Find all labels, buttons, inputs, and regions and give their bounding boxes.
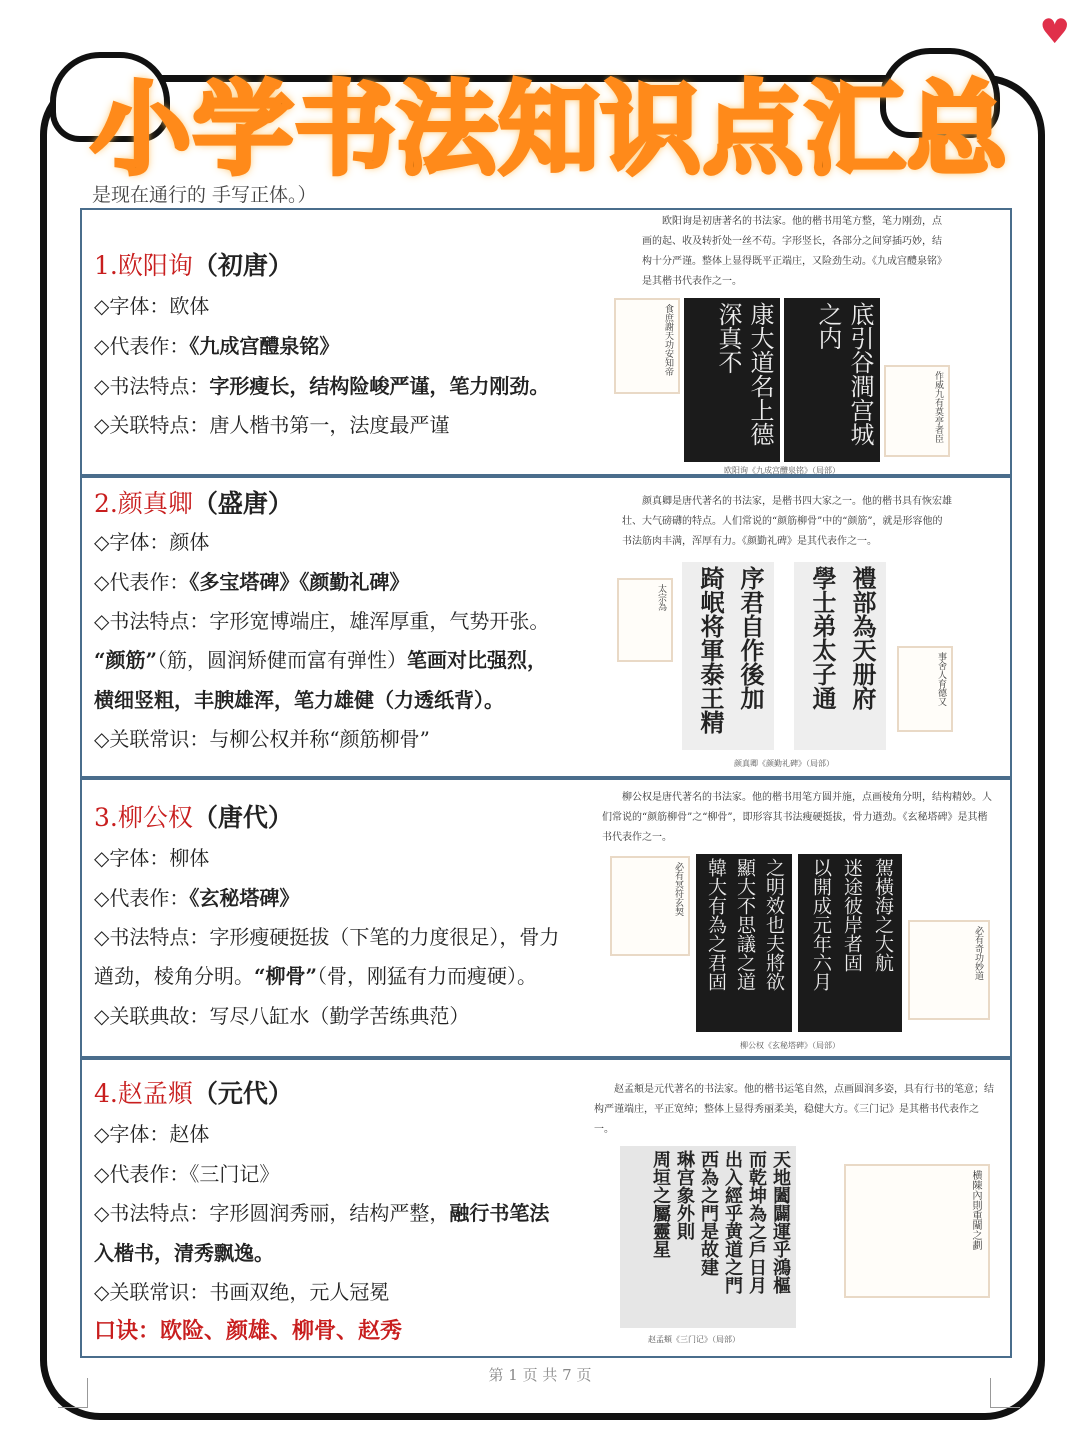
calligraphy-column: 天地闔闢運乎鴻樞 — [770, 1150, 791, 1294]
image-caption: 颜真卿《颜勤礼碑》（局部） — [734, 759, 834, 768]
features-line-2: 遒劲，棱角分明。“柳骨”（骨，刚猛有力而瘦硬）。 — [94, 964, 538, 988]
transcription-box: 必有冥符玄契 — [610, 856, 690, 956]
section-zhaomengfu — [80, 1058, 1012, 1358]
calligraphy-column: 迷途彼岸者固 — [841, 858, 863, 972]
section-heading: 1.欧阳询（初唐） — [94, 251, 293, 280]
section-heading: 2.颜真卿（盛唐） — [94, 489, 293, 518]
features-line-2: 入楷书，清秀飘逸。 — [94, 1241, 274, 1265]
calligraphy-image — [798, 854, 902, 1032]
transcription-box: 食庶謝天功安知帝 — [614, 298, 680, 394]
image-caption: 欧阳询《九成宫醴泉铭》（局部） — [724, 466, 840, 475]
features-line: ◇书法特点：字形瘦硬挺拔（下笔的力度很足），骨力 — [94, 925, 560, 949]
features-line-2: “颜筋”（筋，圆润矫健而富有弹性）笔画对比强烈， — [94, 648, 548, 672]
section-ouyangxun — [80, 208, 1012, 476]
calligraphy-column: 以開成元年六月 — [810, 858, 832, 991]
calligraphy-image: 底引谷澗宫城之内 — [784, 298, 880, 462]
transcription-box: 作威九有莫亭者臣 — [884, 365, 950, 457]
section-heading: 3.柳公权（唐代） — [94, 803, 293, 832]
page-number: 第 1 页 共 7 页 — [488, 1366, 592, 1384]
section-yanzhenqing — [80, 476, 1012, 778]
calligraphy-column: 踦岷将軍泰王精 — [696, 566, 725, 734]
description: 欧阳询是初唐著名的书法家。他的楷书用笔方整，笔力刚劲，点画的起、收及转折处一丝不苟。字形竖长，各部分之间穿插巧妙，结构十分严谨。整体上显得既平正端庄，又险劲生动。《九成宫醴泉铭》是其楷书代表作之一。 — [642, 216, 942, 287]
calligraphy-column: 學士弟太子通 — [808, 566, 837, 710]
calligraphy-column: 西為之門是故建 — [698, 1150, 719, 1276]
related-line: ◇关联常识：书画双绝，元人冠冕 — [94, 1280, 390, 1304]
transcription-box: 必有奇功妙道 — [908, 920, 990, 1020]
calligraphy-column: 韓大有為之君固 — [705, 858, 727, 991]
calligraphy-column: 琳宫象外則 — [674, 1150, 695, 1240]
masterpiece-line: ◇代表作：《多宝塔碑》《颜勤礼碑》 — [94, 570, 410, 594]
font-style-line: ◇字体：颜体 — [94, 530, 210, 554]
calligraphy-column: 禮部為天册府 — [848, 566, 877, 710]
transcription-box: 横陳內則重闉之劃 — [844, 1164, 990, 1298]
font-style-line: ◇字体：赵体 — [94, 1122, 210, 1146]
calligraphy-column: 之明效也夫將欲 — [763, 858, 785, 991]
image-caption: 赵孟頫《三门记》（局部） — [648, 1335, 740, 1344]
calligraphy-column: 出入經乎黄道之門 — [722, 1150, 743, 1294]
calligraphy-image — [696, 854, 792, 1032]
description: 赵孟頫是元代著名的书法家。他的楷书运笔自然，点画圆润多姿，具有行书的笔意；结构严谨端庄，平正宽绰；整体上显得秀丽柔美，稳健大方。《三门记》是其楷书代表作之一。 — [594, 1084, 994, 1135]
features-line: ◇书法特点：字形圆润秀丽，结构严整，融行书笔法 — [94, 1201, 550, 1225]
calligraphy-column: 序君自作後加 — [736, 566, 765, 710]
transcription-box: 事舍人育德又 — [897, 646, 953, 732]
calligraphy-column: 顯大不思議之道 — [734, 858, 756, 991]
features-line-3: 横细竖粗，丰腴雄浑，笔力雄健（力透纸背）。 — [94, 688, 504, 712]
font-style-line: ◇字体：柳体 — [94, 846, 210, 870]
description: 柳公权是唐代著名的书法家。他的楷书用笔方圆并施，点画棱角分明，结构精妙。人们常说的“颜筋柳骨”之“柳骨”，即形容其书法瘦硬挺拔，骨力遒劲。《玄秘塔碑》是其楷书代表作之一。 — [602, 792, 992, 843]
masterpiece-line: ◇代表作：《玄秘塔碑》 — [94, 886, 300, 910]
masterpiece-line: ◇代表作：《三门记》 — [94, 1162, 280, 1186]
heart-icon: ♥ — [1039, 12, 1070, 52]
related-line: ◇关联特点：唐人楷书第一，法度最严谨 — [94, 413, 450, 437]
calligraphy-image: 康大道名上德深真不 — [684, 298, 780, 462]
calligraphy-column: 周垣之屬靈星 — [650, 1150, 671, 1258]
calligraphy-image — [794, 562, 886, 750]
masterpiece-line: ◇代表作：《九成宫醴泉铭》 — [94, 334, 340, 358]
background-text-fragment: 是现在通行的 手写正体。） — [92, 184, 317, 206]
transcription-box: 太宗為 — [617, 578, 673, 662]
font-style-line: ◇字体：欧体 — [94, 294, 210, 318]
calligraphy-column: 駕橫海之大航 — [872, 858, 894, 972]
image-caption: 柳公权《玄秘塔碑》（局部） — [740, 1041, 840, 1050]
calligraphy-image — [682, 562, 774, 750]
calligraphy-column: 而乾坤為之戶日月 — [746, 1150, 767, 1294]
section-heading: 4.赵孟頫（元代） — [94, 1079, 293, 1108]
section-liugongquan — [80, 778, 1012, 1058]
mnemonic: 口诀：欧险、颜雄、柳骨、赵秀 — [94, 1318, 403, 1344]
features-line: ◇书法特点：字形瘦长，结构险峻严谨，笔力刚劲。 — [94, 374, 550, 398]
description: 颜真卿是唐代著名的书法家，是楷书四大家之一。他的楷书具有恢宏雄壮、大气磅礴的特点。人们常说的“颜筋柳骨”中的“颜筋”，就是形容他的书法筋肉丰满，浑厚有力。《颜勤礼碑》是其代表作之一。 — [622, 496, 952, 547]
calligraphy-image — [620, 1146, 796, 1328]
features-line: ◇书法特点：字形宽博端庄，雄浑厚重，气势开张。 — [94, 609, 550, 633]
related-line: ◇关联常识：与柳公权并称“颜筋柳骨” — [94, 727, 430, 751]
page-title: 小学书法知识点汇总 — [91, 71, 1009, 188]
related-line: ◇关联典故：写尽八缸水（勤学苦练典范） — [94, 1004, 470, 1028]
